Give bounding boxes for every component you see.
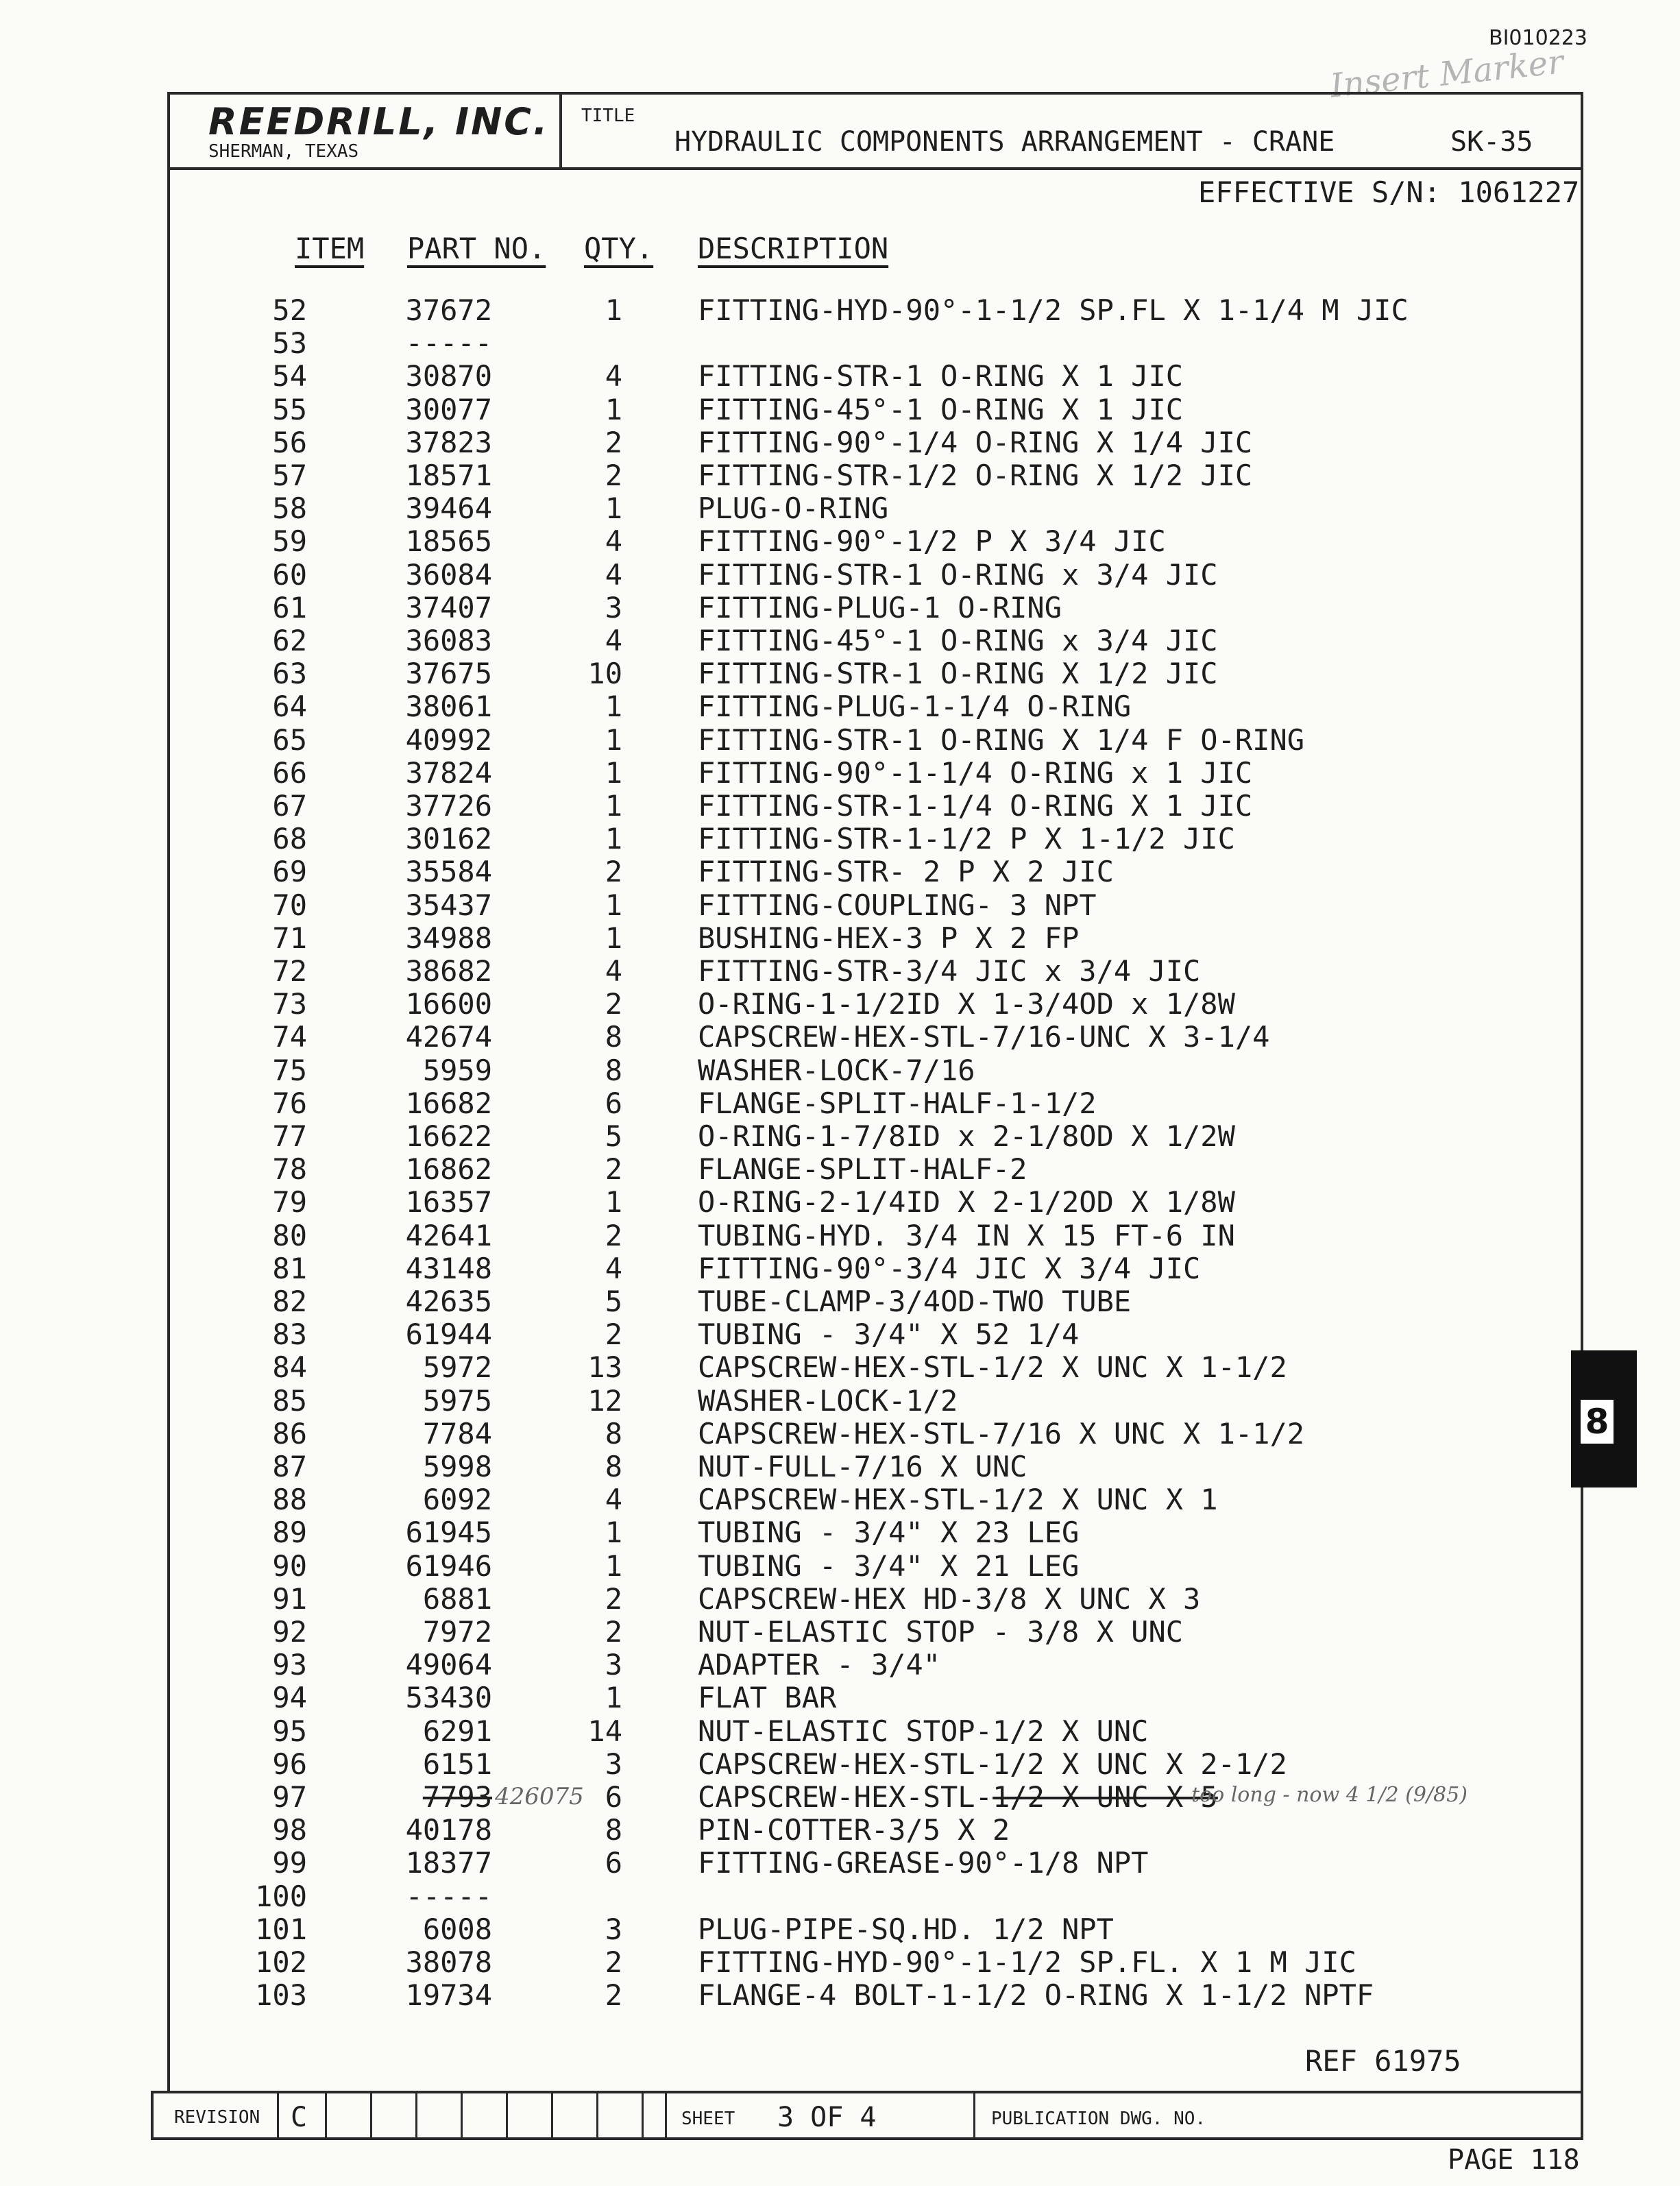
company-block <box>170 95 562 167</box>
quantity: 13 <box>587 1350 622 1385</box>
part-number: 42674 <box>405 1020 492 1054</box>
item-number: 96 <box>272 1747 307 1781</box>
quantity: 4 <box>605 557 622 592</box>
handwritten-note-top: Insert Marker <box>1328 42 1566 106</box>
description: FITTING-90°-1-1/4 O-RING x 1 JIC <box>698 755 1253 790</box>
column-header-description: DESCRIPTION <box>698 232 889 265</box>
quantity: 3 <box>605 1747 622 1781</box>
item-number: 85 <box>272 1383 307 1418</box>
description: CAPSCREW-HEX-STL- <box>698 1780 993 1814</box>
title-block <box>170 95 1581 170</box>
drawing-title: HYDRAULIC COMPONENTS ARRANGEMENT - CRANE <box>674 126 1335 158</box>
item-number: 93 <box>272 1648 307 1682</box>
part-number: 16682 <box>405 1086 492 1120</box>
table-row <box>170 1417 1581 1450</box>
table-row <box>170 426 1581 459</box>
quantity: 2 <box>605 1581 622 1616</box>
description: TUBING-HYD. 3/4 IN X 15 FT-6 IN <box>698 1218 1235 1252</box>
table-row <box>170 1185 1581 1218</box>
table-row <box>170 888 1581 921</box>
item-number: 95 <box>272 1714 307 1748</box>
item-number: 82 <box>272 1285 307 1318</box>
part-number: 16622 <box>405 1119 492 1153</box>
part-number: 19734 <box>405 1978 492 2013</box>
table-row <box>170 1615 1581 1648</box>
description: FLANGE-SPLIT-HALF-2 <box>698 1152 1027 1187</box>
table-row <box>170 1285 1581 1317</box>
description: FITTING-STR-1-1/4 O-RING X 1 JIC <box>698 789 1253 823</box>
item-number: 66 <box>272 755 307 790</box>
item-number: 98 <box>272 1813 307 1847</box>
quantity: 14 <box>587 1714 622 1748</box>
item-number: 77 <box>272 1119 307 1153</box>
description: FITTING-PLUG-1-1/4 O-RING <box>698 690 1132 724</box>
description: FITTING-STR-1 O-RING X 1 JIC <box>698 359 1184 393</box>
item-number: 63 <box>272 657 307 691</box>
quantity: 5 <box>605 1119 622 1153</box>
part-number: 5972 <box>422 1350 492 1385</box>
item-number: 72 <box>272 954 307 988</box>
item-number: 91 <box>272 1581 307 1616</box>
part-number: 40178 <box>405 1813 492 1847</box>
table-row <box>170 855 1581 888</box>
part-number: 36084 <box>405 557 492 592</box>
part-number: 38682 <box>405 954 492 988</box>
part-number: 37672 <box>405 293 492 327</box>
quantity: 2 <box>605 855 622 889</box>
part-number: 34988 <box>405 921 492 955</box>
quantity: 1 <box>605 822 622 856</box>
part-number: 53430 <box>405 1681 492 1715</box>
quantity: 1 <box>605 722 622 757</box>
item-number: 79 <box>272 1185 307 1219</box>
description: PLUG-O-RING <box>698 491 889 526</box>
description: FITTING-90°-3/4 JIC X 3/4 JIC <box>698 1251 1201 1285</box>
quantity: 1 <box>605 1681 622 1715</box>
description: WASHER-LOCK-1/2 <box>698 1383 958 1418</box>
table-row <box>170 1945 1581 1978</box>
part-number: 18565 <box>405 524 492 559</box>
part-number: 16600 <box>405 987 492 1021</box>
table-row <box>170 1880 1581 1912</box>
table-row <box>170 624 1581 657</box>
part-number: 42635 <box>405 1285 492 1318</box>
description: FITTING-90°-1/2 P X 3/4 JIC <box>698 524 1166 559</box>
quantity: 8 <box>605 1020 622 1054</box>
title-label: TITLE <box>581 106 635 126</box>
description: PIN-COTTER-3/5 X 2 <box>698 1813 1010 1847</box>
description: FITTING-STR-1 O-RING x 3/4 JIC <box>698 557 1218 592</box>
item-number: 65 <box>272 722 307 757</box>
part-number: 6008 <box>422 1912 492 1946</box>
item-number: 89 <box>272 1516 307 1550</box>
part-number: 7972 <box>422 1615 492 1649</box>
part-number: 7793 <box>422 1780 492 1814</box>
item-number: 61 <box>272 590 307 624</box>
table-row <box>170 326 1581 359</box>
description: NUT-ELASTIC STOP-1/2 X UNC <box>698 1714 1149 1748</box>
description: NUT-ELASTIC STOP - 3/8 X UNC <box>698 1615 1184 1649</box>
part-number: 36083 <box>405 624 492 657</box>
item-number: 103 <box>255 1978 307 2013</box>
description: FITTING-PLUG-1 O-RING <box>698 590 1062 624</box>
description: NUT-FULL-7/16 X UNC <box>698 1450 1027 1483</box>
description: O-RING-1-1/2ID X 1-3/4OD x 1/8W <box>698 987 1235 1021</box>
table-row <box>170 1483 1581 1516</box>
item-number: 67 <box>272 789 307 823</box>
description: FITTING-STR-1-1/2 P X 1-1/2 JIC <box>698 822 1235 856</box>
description: O-RING-1-7/8ID x 2-1/8OD X 1/2W <box>698 1119 1235 1153</box>
description: PLUG-PIPE-SQ.HD. 1/2 NPT <box>698 1912 1114 1946</box>
quantity: 2 <box>605 1317 622 1352</box>
quantity: 1 <box>605 1185 622 1219</box>
revision-cell-divider <box>506 2093 508 2137</box>
effective-serial: EFFECTIVE S/N: 1061227 <box>1198 175 1580 209</box>
description: CAPSCREW-HEX-STL-1/2 X UNC X 1 <box>698 1483 1218 1517</box>
description: FITTING-GREASE-90°-1/8 NPT <box>698 1846 1149 1880</box>
description: WASHER-LOCK-7/16 <box>698 1053 975 1087</box>
table-row <box>170 1020 1581 1053</box>
item-number: 92 <box>272 1615 307 1649</box>
quantity: 1 <box>605 921 622 955</box>
quantity: 2 <box>605 425 622 459</box>
part-number: 42641 <box>405 1218 492 1252</box>
revision-value: C <box>291 2102 308 2133</box>
part-number: 6092 <box>422 1483 492 1517</box>
part-number: 40992 <box>405 722 492 757</box>
item-number: 88 <box>272 1483 307 1517</box>
table-row <box>170 1813 1581 1846</box>
column-header-part-no: PART NO. <box>407 232 546 265</box>
item-number: 73 <box>272 987 307 1021</box>
description: FLANGE-4 BOLT-1-1/2 O-RING X 1-1/2 NPTF <box>698 1978 1374 2013</box>
item-number: 60 <box>272 557 307 592</box>
revision-cell-divider <box>415 2093 417 2137</box>
item-number: 86 <box>272 1416 307 1450</box>
quantity: 4 <box>605 954 622 988</box>
description: TUBING - 3/4" X 23 LEG <box>698 1516 1080 1550</box>
revision-cell-divider <box>370 2093 372 2137</box>
table-row <box>170 1747 1581 1780</box>
item-number: 57 <box>272 459 307 492</box>
document-id: BI010223 <box>1489 26 1587 50</box>
column-header-qty: QTY. <box>584 232 654 265</box>
table-row <box>170 1350 1581 1383</box>
part-number: 5975 <box>422 1383 492 1418</box>
table-row <box>170 1516 1581 1549</box>
table-row <box>170 1086 1581 1119</box>
item-number: 62 <box>272 624 307 657</box>
table-row <box>170 524 1581 557</box>
item-number: 94 <box>272 1681 307 1715</box>
item-number: 81 <box>272 1251 307 1285</box>
part-number: 6151 <box>422 1747 492 1781</box>
description: FITTING-STR-1 O-RING X 1/2 JIC <box>698 657 1218 691</box>
part-number: 18377 <box>405 1846 492 1880</box>
revision-cell-divider <box>642 2093 644 2137</box>
part-number: 37824 <box>405 755 492 790</box>
table-row <box>170 657 1581 690</box>
description: FITTING-STR- 2 P X 2 JIC <box>698 855 1114 889</box>
publication-cell-divider <box>973 2093 975 2137</box>
revision-cell-divider <box>277 2093 279 2137</box>
quantity: 2 <box>605 1615 622 1649</box>
part-number: 37726 <box>405 789 492 823</box>
part-number: 5998 <box>422 1450 492 1483</box>
table-row <box>170 558 1581 591</box>
item-number: 76 <box>272 1086 307 1120</box>
item-number: 58 <box>272 491 307 526</box>
revision-label: REVISION <box>174 2107 260 2128</box>
table-row <box>170 1252 1581 1285</box>
item-number: 53 <box>272 326 307 361</box>
table-row <box>170 491 1581 524</box>
part-number: 6291 <box>422 1714 492 1748</box>
part-number: 30077 <box>405 392 492 426</box>
part-number: 6881 <box>422 1581 492 1616</box>
description: CAPSCREW-HEX-STL-1/2 X UNC X 2-1/2 <box>698 1747 1287 1781</box>
part-number: 43148 <box>405 1251 492 1285</box>
description: TUBE-CLAMP-3/4OD-TWO TUBE <box>698 1285 1132 1318</box>
struck-description: 1/2 X UNC X 5 <box>993 1780 1218 1814</box>
sheet-code: SK-35 <box>1450 126 1533 158</box>
part-number: 39464 <box>405 491 492 526</box>
item-number: 83 <box>272 1317 307 1352</box>
part-number: 38078 <box>405 1945 492 1979</box>
item-number: 102 <box>255 1945 307 1979</box>
sheet-cell-divider <box>665 2093 667 2137</box>
part-number: 61944 <box>405 1317 492 1352</box>
item-number: 56 <box>272 425 307 459</box>
table-row <box>170 1681 1581 1714</box>
quantity: 8 <box>605 1053 622 1087</box>
quantity: 6 <box>605 1780 622 1814</box>
description: FLAT BAR <box>698 1681 837 1715</box>
table-row <box>170 756 1581 789</box>
part-number: 38061 <box>405 690 492 724</box>
table-row <box>170 954 1581 987</box>
item-number: 90 <box>272 1549 307 1583</box>
description: FITTING-45°-1 O-RING x 3/4 JIC <box>698 624 1218 657</box>
table-row <box>170 1152 1581 1185</box>
item-number: 75 <box>272 1053 307 1087</box>
handwritten-correction-note: too long - now 4 1/2 (9/85) <box>1191 1783 1468 1807</box>
page-number: PAGE 118 <box>1448 2144 1580 2176</box>
quantity: 5 <box>605 1285 622 1318</box>
company-location: SHERMAN, TEXAS <box>208 141 359 162</box>
company-name: REEDRILL, INC. <box>208 100 550 143</box>
table-row <box>170 1450 1581 1483</box>
quantity: 2 <box>605 1945 622 1979</box>
quantity: 1 <box>605 392 622 426</box>
table-row <box>170 459 1581 491</box>
description: ADAPTER - 3/4" <box>698 1648 941 1682</box>
quantity: 1 <box>605 1516 622 1550</box>
description: FITTING-HYD-90°-1-1/2 SP.FL X 1-1/4 M JIC <box>698 293 1409 327</box>
description: FITTING-90°-1/4 O-RING X 1/4 JIC <box>698 425 1253 459</box>
table-row <box>170 591 1581 624</box>
table-row <box>170 1846 1581 1879</box>
item-number: 59 <box>272 524 307 559</box>
quantity: 1 <box>605 1549 622 1583</box>
item-number: 80 <box>272 1218 307 1252</box>
part-number: 35437 <box>405 888 492 922</box>
description: O-RING-2-1/4ID X 2-1/2OD X 1/8W <box>698 1185 1235 1219</box>
quantity: 4 <box>605 359 622 393</box>
table-row <box>170 1714 1581 1747</box>
item-number: 100 <box>255 1879 307 1913</box>
description: FITTING-COUPLING- 3 NPT <box>698 888 1097 922</box>
item-number: 55 <box>272 392 307 426</box>
quantity: 10 <box>587 657 622 691</box>
section-tab-number: 8 <box>1581 1400 1614 1444</box>
item-number: 74 <box>272 1020 307 1054</box>
item-number: 70 <box>272 888 307 922</box>
quantity: 1 <box>605 293 622 327</box>
item-number: 87 <box>272 1450 307 1483</box>
table-row <box>170 1648 1581 1681</box>
item-number: 71 <box>272 921 307 955</box>
description: FITTING-STR-1/2 O-RING X 1/2 JIC <box>698 459 1253 492</box>
reference-number: REF 61975 <box>1305 2044 1461 2078</box>
item-number: 99 <box>272 1846 307 1880</box>
sheet-value: 3 OF 4 <box>777 2102 877 2133</box>
table-row <box>170 822 1581 855</box>
item-number: 68 <box>272 822 307 856</box>
table-row <box>170 690 1581 722</box>
description: FLANGE-SPLIT-HALF-1-1/2 <box>698 1086 1097 1120</box>
table-row <box>170 1549 1581 1582</box>
item-number: 64 <box>272 690 307 724</box>
revision-cell-divider <box>325 2093 327 2137</box>
table-row <box>170 1317 1581 1350</box>
quantity: 8 <box>605 1813 622 1847</box>
description: FITTING-HYD-90°-1-1/2 SP.FL. X 1 M JIC <box>698 1945 1356 1979</box>
part-number: 5959 <box>422 1053 492 1087</box>
quantity: 3 <box>605 1648 622 1682</box>
table-row <box>170 1054 1581 1086</box>
quantity: 4 <box>605 624 622 657</box>
quantity: 2 <box>605 987 622 1021</box>
part-number: 16862 <box>405 1152 492 1187</box>
quantity: 1 <box>605 888 622 922</box>
part-number: 61945 <box>405 1516 492 1550</box>
description: BUSHING-HEX-3 P X 2 FP <box>698 921 1080 955</box>
revision-cell-divider <box>461 2093 463 2137</box>
item-number: 84 <box>272 1350 307 1385</box>
description: TUBING - 3/4" X 52 1/4 <box>698 1317 1080 1352</box>
part-number: 37675 <box>405 657 492 691</box>
table-row <box>170 789 1581 822</box>
quantity: 1 <box>605 789 622 823</box>
item-number: 97 <box>272 1780 307 1814</box>
item-number: 78 <box>272 1152 307 1187</box>
section-tab <box>1571 1350 1637 1487</box>
item-number: 52 <box>272 293 307 327</box>
item-number: 69 <box>272 855 307 889</box>
description: FITTING-45°-1 O-RING X 1 JIC <box>698 392 1184 426</box>
description: TUBING - 3/4" X 21 LEG <box>698 1549 1080 1583</box>
handwritten-part-number: 426075 <box>495 1783 584 1810</box>
table-row <box>170 1780 1581 1813</box>
quantity: 6 <box>605 1086 622 1120</box>
quantity: 4 <box>605 1483 622 1517</box>
table-row <box>170 1912 1581 1945</box>
quantity: 2 <box>605 1218 622 1252</box>
part-number: 37823 <box>405 425 492 459</box>
table-row <box>170 1219 1581 1252</box>
description: CAPSCREW-HEX-STL-7/16 X UNC X 1-1/2 <box>698 1416 1305 1450</box>
part-number: 35584 <box>405 855 492 889</box>
item-number: 101 <box>255 1912 307 1946</box>
description: FITTING-STR-3/4 JIC x 3/4 JIC <box>698 954 1201 988</box>
table-row <box>170 1582 1581 1615</box>
description: CAPSCREW-HEX-STL-1/2 X UNC X 1-1/2 <box>698 1350 1287 1385</box>
table-row <box>170 723 1581 756</box>
revision-block <box>151 2091 1583 2140</box>
table-row <box>170 1384 1581 1417</box>
quantity: 2 <box>605 1978 622 2013</box>
quantity: 12 <box>587 1383 622 1418</box>
quantity: 1 <box>605 690 622 724</box>
quantity: 2 <box>605 459 622 492</box>
item-number: 54 <box>272 359 307 393</box>
quantity: 4 <box>605 524 622 559</box>
description: CAPSCREW-HEX-STL-7/16-UNC X 3-1/4 <box>698 1020 1270 1054</box>
table-row <box>170 987 1581 1020</box>
part-number: ----- <box>405 1879 492 1913</box>
table-row <box>170 293 1581 326</box>
part-number: 37407 <box>405 590 492 624</box>
quantity: 3 <box>605 1912 622 1946</box>
part-number: 49064 <box>405 1648 492 1682</box>
table-row <box>170 393 1581 426</box>
description: CAPSCREW-HEX HD-3/8 X UNC X 3 <box>698 1581 1201 1616</box>
quantity: 4 <box>605 1251 622 1285</box>
description: FITTING-STR-1 O-RING X 1/4 F O-RING <box>698 722 1305 757</box>
table-row <box>170 1119 1581 1152</box>
revision-cell-divider <box>596 2093 598 2137</box>
revision-cell-divider <box>551 2093 553 2137</box>
drawing-frame <box>167 92 1583 2093</box>
part-number: 7784 <box>422 1416 492 1450</box>
part-number: 18571 <box>405 459 492 492</box>
part-number: ----- <box>405 326 492 361</box>
quantity: 8 <box>605 1416 622 1450</box>
part-number: 30870 <box>405 359 492 393</box>
quantity: 2 <box>605 1152 622 1187</box>
table-row <box>170 921 1581 954</box>
table-row <box>170 359 1581 392</box>
publication-label: PUBLICATION DWG. NO. <box>991 2109 1206 2129</box>
sheet-label: SHEET <box>681 2109 735 2129</box>
column-header-item: ITEM <box>295 232 365 265</box>
quantity: 6 <box>605 1846 622 1880</box>
quantity: 3 <box>605 590 622 624</box>
quantity: 1 <box>605 491 622 526</box>
table-row <box>170 1978 1581 2011</box>
part-number: 61946 <box>405 1549 492 1583</box>
quantity: 8 <box>605 1450 622 1483</box>
part-number: 30162 <box>405 822 492 856</box>
part-number: 16357 <box>405 1185 492 1219</box>
quantity: 1 <box>605 755 622 790</box>
